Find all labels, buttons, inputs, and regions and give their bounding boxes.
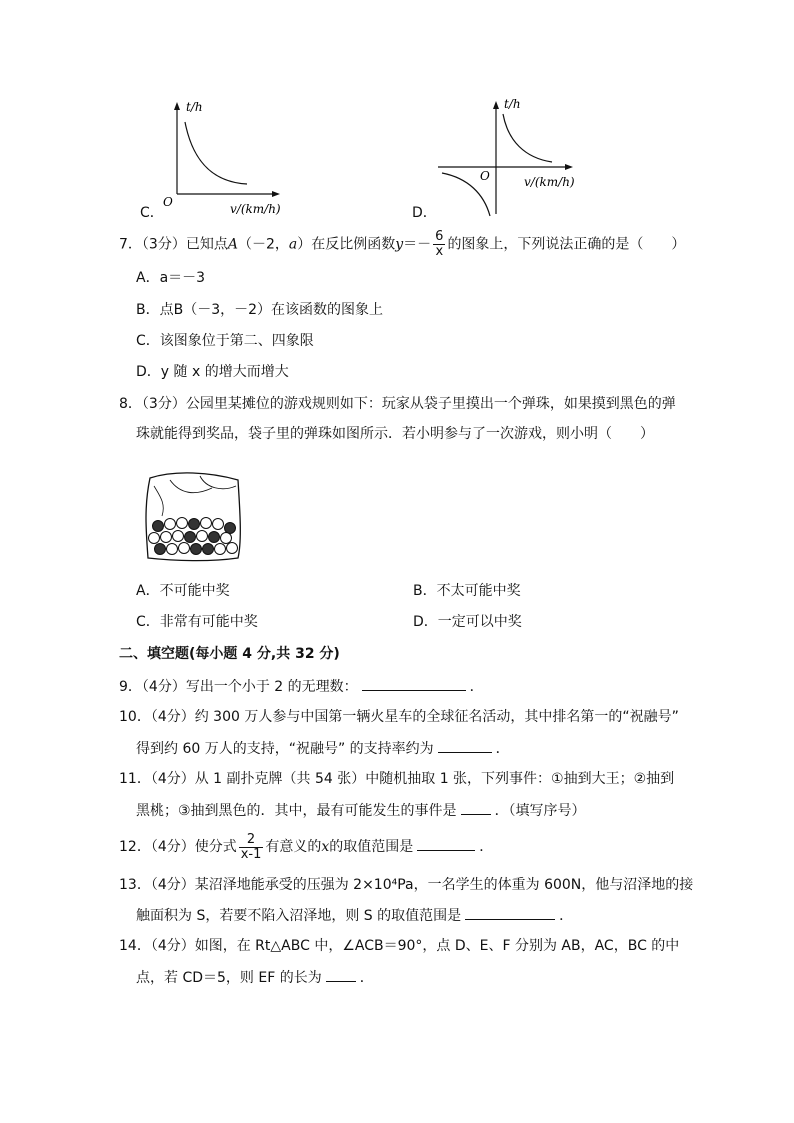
graph-d-curve-q1	[503, 114, 552, 162]
graph-d-plot	[410, 96, 590, 222]
marble	[149, 533, 160, 544]
graph-d	[410, 96, 590, 222]
q9: 9．（4分）写出一个小于 2 的无理数： ．	[119, 676, 484, 697]
graph-c-origin: O	[163, 195, 173, 209]
q13-line2: 触面积为 S，若要不陷入沼泽地，则 S 的取值范围是 ．	[136, 905, 573, 926]
q7-stem: 7．（3分）已知点A（－2，a）在反比例函数y＝－ $\frac{6}{x}$ 的图象上，下列说法正确的是（ ）	[119, 229, 686, 259]
q7-option-d: D．y 随 x 的增大而增大	[136, 364, 289, 380]
graph-c-x-arrow	[272, 191, 280, 197]
q8-stem-line2: 珠就能得到奖品，袋子里的弹珠如图所示．若小明参与了一次游戏，则小明（ ）	[136, 426, 654, 442]
bag-wrinkle-1	[170, 480, 212, 493]
q14-answer-blank	[326, 967, 356, 982]
section-2-heading: 二、填空题(每小题 4 分,共 32 分)	[119, 646, 340, 662]
q12: 12．（4分）使分式 $\frac{2}{x-1}$ 有意义的x的取值范围是 ．	[119, 831, 494, 862]
marble	[203, 544, 214, 555]
marble	[153, 521, 164, 532]
graph-c-label: C．	[140, 205, 164, 221]
q8-option-c: C．非常有可能中奖	[136, 614, 258, 630]
q8-stem-line1: 8．（3分）公园里某摊位的游戏规则如下：玩家从袋子里摸出一个弹珠，如果摸到黑色的弹	[119, 396, 676, 412]
q12-fraction: $\frac{2}{x-1}$	[240, 831, 262, 862]
marbles	[149, 518, 238, 555]
marble	[177, 518, 188, 529]
marble	[227, 543, 238, 554]
graph-c-plot	[130, 98, 290, 222]
graph-d-x-arrow	[565, 164, 573, 170]
marble	[167, 544, 178, 555]
q7-option-c: C．该图象位于第二、四象限	[136, 333, 314, 349]
q7-fraction: $\frac{6}{x}$	[435, 229, 444, 259]
q9-answer-blank	[362, 676, 466, 691]
marble	[201, 518, 212, 529]
graph-d-y-label: t/h	[504, 97, 521, 111]
q8-option-d: D．一定可以中奖	[413, 614, 522, 630]
graph-c-y-label: t/h	[186, 100, 203, 114]
marble	[165, 519, 176, 530]
marble	[179, 543, 190, 554]
marble	[209, 532, 220, 543]
q11-line2: 黑桃；③抽到黑色的．其中，最有可能发生的事件是 ．（填写序号）	[136, 800, 586, 821]
q11-answer-blank	[461, 800, 491, 815]
marble	[213, 519, 224, 530]
graph-d-label: D．	[412, 205, 437, 221]
graph-d-origin: O	[480, 169, 490, 183]
graph-c-curve	[185, 122, 247, 184]
marble	[185, 532, 196, 543]
graph-c	[130, 98, 290, 222]
marble	[197, 531, 208, 542]
marble	[155, 544, 166, 555]
marble	[189, 519, 200, 530]
q14-line1: 14．（4分）如图，在 Rt△ABC 中，∠ACB＝90°，点 D、E、F 分别为 AB，AC，BC 的中	[119, 938, 680, 954]
marble-bag-figure	[140, 466, 250, 566]
marble	[215, 544, 226, 555]
graph-c-x-label: v/(km/h)	[230, 202, 281, 216]
q11-line1: 11．（4分）从 1 副扑克牌（共 54 张）中随机抽取 1 张，下列事件：①抽到大王；②抽到	[119, 771, 675, 787]
q8-option-b: B．不太可能中奖	[413, 583, 521, 599]
marble	[191, 544, 202, 555]
q7-option-b: B．点B（－3，－2）在该函数的图象上	[136, 302, 384, 318]
bag-wrinkle-3	[154, 486, 163, 516]
q7-option-a: A．a＝－3	[136, 270, 206, 286]
q14-line2: 点，若 CD＝5，则 EF 的长为 ．	[136, 967, 374, 988]
q10-line2: 得到约 60 万人的支持，“祝融号” 的支持率约为 ．	[136, 738, 510, 759]
q8-option-a: A．不可能中奖	[136, 583, 230, 599]
graph-d-x-label: v/(km/h)	[524, 175, 575, 189]
marble	[221, 533, 232, 544]
q12-answer-blank	[417, 836, 475, 851]
graph-d-y-arrow	[493, 101, 499, 109]
q13-line1: 13．（4分）某沼泽地能承受的压强为 2×10⁴Pa，一名学生的体重为 600N，他与沼泽地的接	[119, 877, 694, 893]
marble	[225, 523, 236, 534]
q10-answer-blank	[438, 738, 492, 753]
q10-line1: 10．（4分）约 300 万人参与中国第一辆火星车的全球征名活动，其中排名第一的“祝融号”	[119, 709, 679, 725]
graph-c-y-arrow	[174, 102, 180, 110]
marble	[161, 532, 172, 543]
q13-answer-blank	[465, 905, 555, 920]
marble	[173, 531, 184, 542]
